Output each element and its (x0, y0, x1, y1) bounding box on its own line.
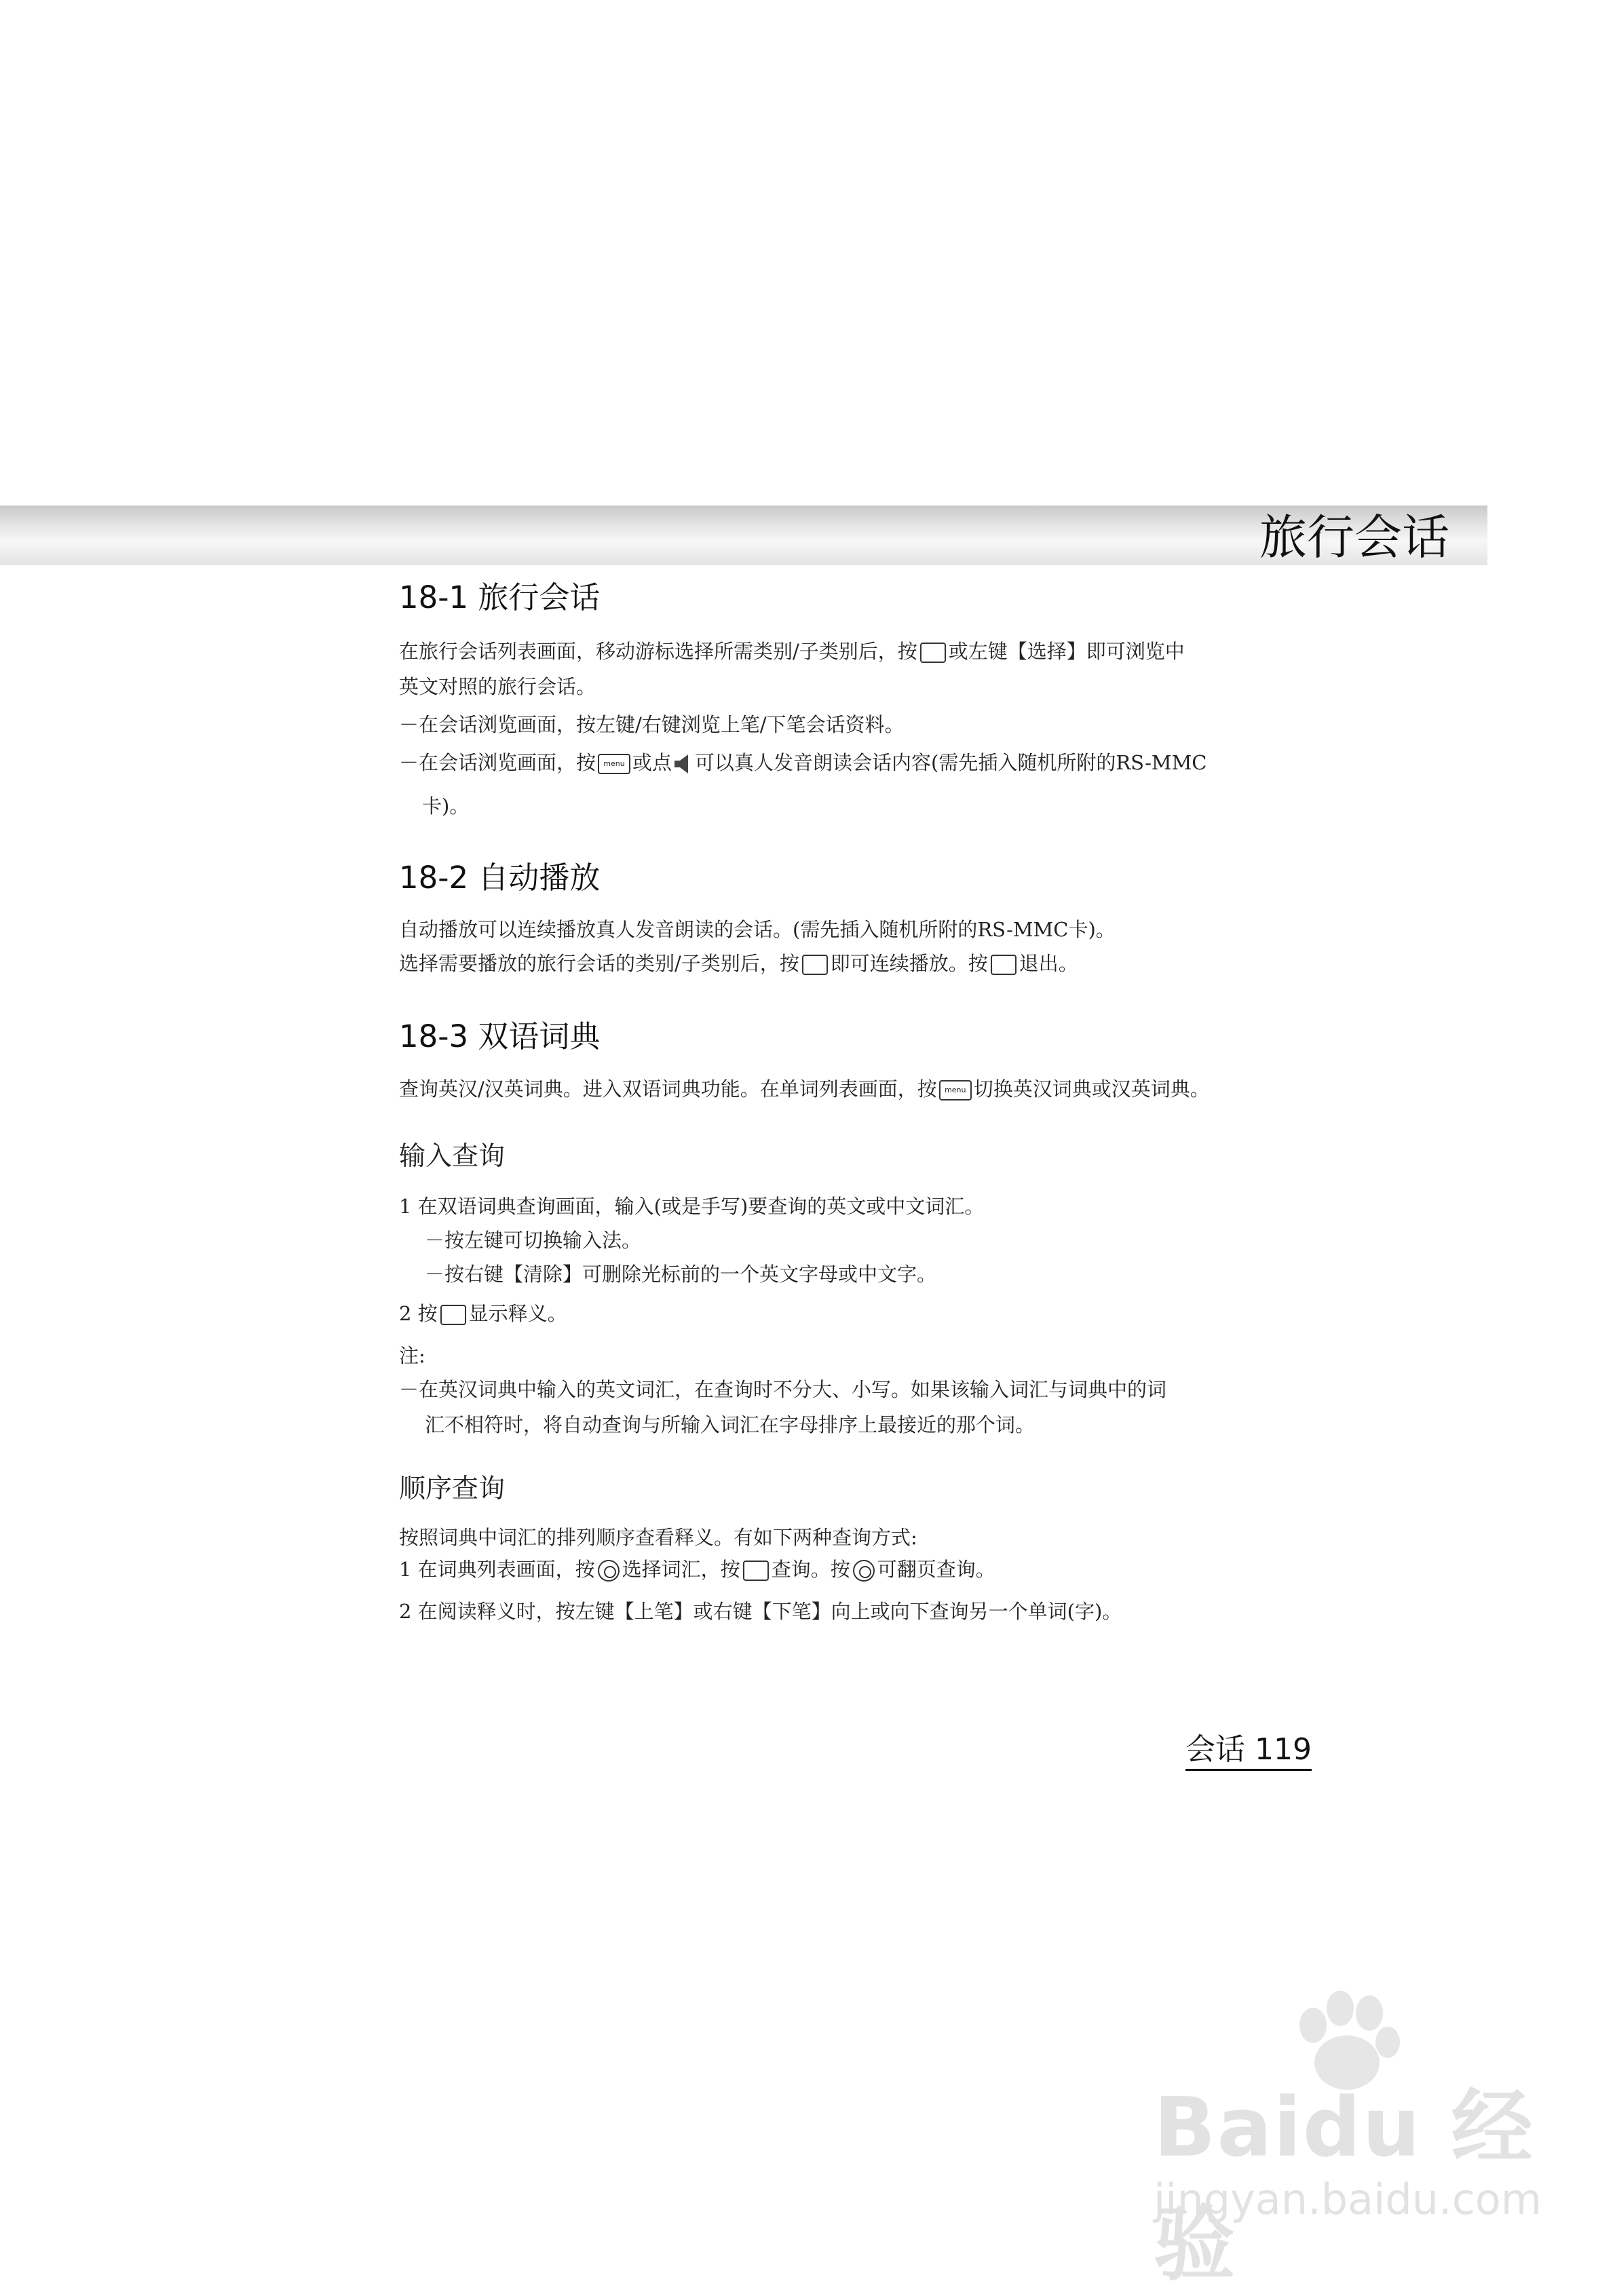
note-line-2: 汇不相符时，将自动查询与所输入词汇在字母排序上最接近的那个词。 (425, 1413, 1036, 1436)
menu-key-icon: menu (939, 1080, 972, 1101)
seq-l1a: 1 在词典列表画面，按 (399, 1558, 595, 1581)
input-query-title: 输入查询 (399, 1141, 506, 1172)
enter-key-icon (920, 643, 946, 663)
s2-p2a: 选择需要播放的旅行会话的类别/子类别后，按 (399, 952, 799, 975)
s1-p1a: 在旅行会话列表画面，移动游标选择所需类别/子类别后，按 (399, 640, 917, 663)
chapter-title: 旅行会话 (1259, 510, 1449, 565)
input-step-1-note-a: －按左键可切换输入法。 (425, 1229, 642, 1252)
s3-paragraph-1 (399, 1075, 1210, 1103)
enter-key-icon (743, 1561, 769, 1581)
input-step-2 (399, 1300, 567, 1327)
seq-paragraph-1: 按照词典中词汇的排列顺序查看释义。有如下两种查询方式: (399, 1526, 917, 1549)
seq-l1b: 选择词汇，按 (622, 1558, 740, 1581)
input-l4b: 显示释义。 (468, 1302, 567, 1325)
section-18-1-title: 18-1 旅行会话 (399, 579, 601, 615)
section-18-3-title: 18-3 双语词典 (399, 1018, 601, 1054)
input-l4a: 2 按 (399, 1302, 438, 1325)
s2-paragraph-1: 自动播放可以连续播放真人发音朗读的会话。(需先插入随机所附的RS-MMC卡)。 (399, 918, 1116, 941)
s1-paragraph-2: 英文对照的旅行会话。 (399, 675, 596, 698)
sequential-query-title: 顺序查询 (399, 1474, 506, 1504)
note-line-1: －在英汉词典中输入的英文词汇，在查询时不分大、小写。如果该输入词汇与词典中的词 (399, 1378, 1167, 1401)
input-step-1-note-b: －按右键【清除】可删除光标前的一个英文字母或中文字。 (425, 1263, 937, 1286)
speaker-icon (673, 753, 694, 775)
watermark-url: jingyan.baidu.com (1154, 2175, 1542, 2224)
section-18-2-title: 18-2 自动播放 (399, 860, 601, 896)
s1-p4b: 或点 (632, 751, 672, 774)
note-label: 注: (399, 1344, 425, 1367)
s2-p2c: 退出。 (1019, 952, 1078, 975)
seq-step-1 (399, 1556, 995, 1583)
s3-p1b: 切换英汉词典或汉英词典。 (973, 1077, 1210, 1101)
s3-p1a: 查询英汉/汉英词典。进入双语词典功能。在单词列表画面，按 (399, 1077, 937, 1101)
seq-l1c: 查询。按 (771, 1558, 850, 1581)
seq-step-2: 2 在阅读释义时，按左键【上笔】或右键【下笔】向上或向下查询另一个单词(字)。 (399, 1600, 1122, 1623)
scroll-wheel-icon (598, 1560, 620, 1582)
page-number: 会话 119 (1185, 1732, 1312, 1771)
s1-paragraph-3: －在会话浏览画面，按左键/右键浏览上笔/下笔会话资料。 (399, 713, 905, 736)
s1-p1b: 或左键【选择】即可浏览中 (948, 640, 1185, 663)
watermark-logo: Baidu 经验 (1154, 2081, 1534, 2292)
input-step-1: 1 在双语词典查询画面，输入(或是手写)要查询的英文或中文词汇。 (399, 1195, 985, 1218)
s1-p4c: 可以真人发音朗读会话内容(需先插入随机所附的RS-MMC (695, 751, 1207, 774)
s2-p2b: 即可连续播放。按 (830, 952, 988, 975)
s1-paragraph-5: 卡)。 (422, 795, 470, 818)
seq-l1d: 可翻页查询。 (877, 1558, 995, 1581)
s1-paragraph-1 (399, 638, 1185, 665)
menu-key-icon: menu (598, 754, 630, 774)
s1-paragraph-4 (399, 749, 1207, 776)
escape-key-icon (991, 955, 1016, 975)
s2-paragraph-2 (399, 950, 1078, 977)
enter-key-icon (440, 1305, 466, 1325)
s1-p4a: －在会话浏览画面，按 (399, 751, 596, 774)
page-wheel-icon (853, 1560, 875, 1582)
enter-key-icon (802, 955, 828, 975)
